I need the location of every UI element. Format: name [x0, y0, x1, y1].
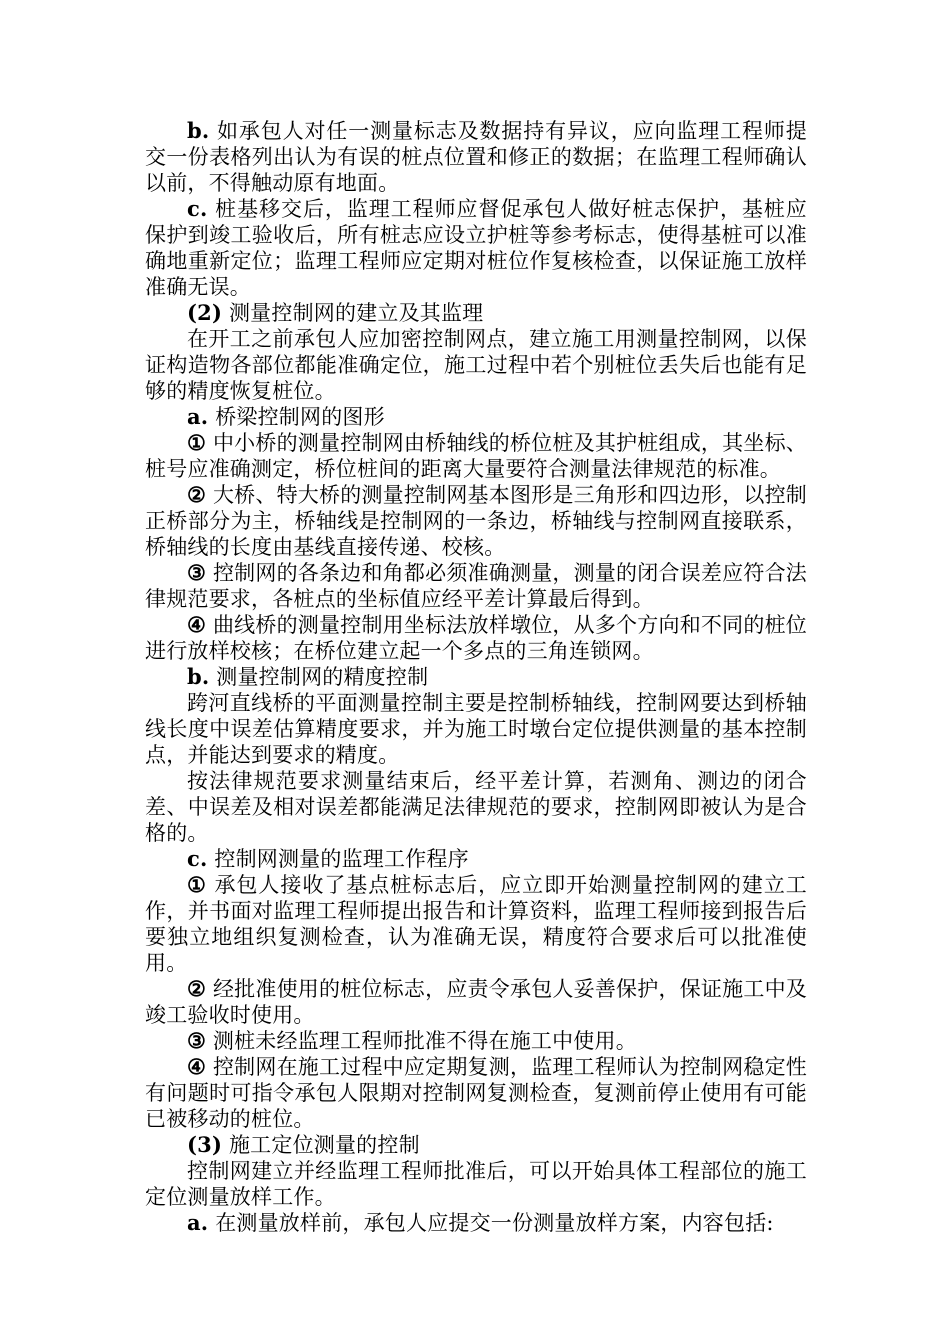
paragraph-text: 控制网测量的监理工作程序	[207, 847, 469, 871]
paragraph-text: 在测量放样前，承包人应提交一份测量放样方案，内容包括:	[208, 1211, 774, 1235]
paragraph	[145, 1054, 807, 1132]
list-marker: ③	[187, 1028, 207, 1053]
paragraph	[145, 612, 807, 664]
paragraph-text: 承包人接收了基点桩标志后，应立即开始测量控制网的建立工作，并书面对监理工程师提出报告和计算资料，监理工程师接到报告后要独立地组织复测检查，认为准确无误，精度符合要求后可以批准使用。	[145, 873, 807, 975]
paragraph	[145, 1158, 807, 1210]
paragraph	[145, 690, 807, 768]
paragraph	[145, 118, 807, 196]
list-marker: b.	[187, 664, 210, 689]
subsection-heading	[145, 664, 807, 690]
paragraph-text: 控制网建立并经监理工程师批准后，可以开始具体工程部位的施工定位测量放样工作。	[145, 1159, 807, 1209]
paragraph	[145, 768, 807, 846]
paragraph-text: 控制网在施工过程中应定期复测，监理工程师认为控制网稳定性有问题时可指令承包人限期对控制网复测检查，复测前停止使用有可能已被移动的桩位。	[145, 1055, 807, 1131]
paragraph-text: 测量控制网的精度控制	[209, 665, 429, 689]
list-marker: ①	[187, 430, 207, 455]
list-marker: c.	[187, 196, 208, 221]
paragraph-text: 测量控制网的建立及其监理	[222, 301, 484, 325]
document-page	[145, 118, 807, 1236]
subsection-heading	[145, 846, 807, 872]
paragraph	[145, 1028, 807, 1054]
list-marker: ①	[187, 872, 207, 897]
paragraph-text: 跨河直线桥的平面测量控制主要是控制桥轴线，控制网要达到桥轴线长度中误差估算精度要求，并为施工时墩台定位提供测量的基本控制点，并能达到要求的精度。	[145, 691, 807, 767]
paragraph-text: 桥梁控制网的图形	[208, 405, 385, 429]
paragraph-text: 如承包人对任一测量标志及数据持有异议，应向监理工程师提交一份表格列出认为有误的桩点位置和修正的数据；在监理工程师确认以前，不得触动原有地面。	[145, 119, 807, 195]
paragraph-text: 施工定位测量的控制	[222, 1133, 420, 1157]
list-marker: ③	[187, 560, 207, 585]
paragraph-text: 在开工之前承包人应加密控制网点，建立施工用测量控制网，以保证构造物各部位都能准确定位，施工过程中若个别桩位丢失后也能有足够的精度恢复桩位。	[145, 327, 807, 403]
paragraph-text: 桩基移交后，监理工程师应督促承包人做好桩志保护，基桩应保护到竣工验收后，所有桩志应设立护桩等参考标志，使得基桩可以准确地重新定位；监理工程师应定期对桩位作复核检查，以保证施工放样准确无误。	[145, 197, 807, 299]
paragraph	[145, 976, 807, 1028]
paragraph-text: 控制网的各条边和角都必须准确测量，测量的闭合误差应符合法律规范要求，各桩点的坐标值应经平差计算最后得到。	[145, 561, 807, 611]
list-marker: ④	[187, 1054, 207, 1079]
paragraph-text: 中小桥的测量控制网由桥轴线的桥位桩及其护桩组成，其坐标、桩号应准确测定，桥位桩间的距离大量要符合测量法律规范的标准。	[145, 431, 807, 481]
section-heading	[145, 1132, 807, 1158]
paragraph	[145, 326, 807, 404]
list-marker: c.	[187, 846, 208, 871]
list-marker: (2)	[187, 300, 223, 325]
paragraph-text: 测桩未经监理工程师批准不得在施工中使用。	[206, 1029, 637, 1053]
list-marker: (3)	[187, 1132, 223, 1157]
list-marker: b.	[187, 118, 210, 143]
paragraph-text: 曲线桥的测量控制用坐标法放样墩位，从多个方向和不同的桩位进行放样校核；在桥位建立起一个多点的三角连锁网。	[145, 613, 807, 663]
paragraph-text: 按法律规范要求测量结束后，经平差计算，若测角、测边的闭合差、中误差及相对误差都能满足法律规范的要求，控制网即被认为是合格的。	[145, 769, 807, 845]
paragraph	[145, 196, 807, 300]
paragraph	[145, 1210, 807, 1236]
list-marker: a.	[187, 404, 209, 429]
paragraph	[145, 872, 807, 976]
paragraph-text: 大桥、特大桥的测量控制网基本图形是三角形和四边形，以控制正桥部分为主，桥轴线是控制网的一条边，桥轴线与控制网直接联系，桥轴线的长度由基线直接传递、校核。	[145, 483, 807, 559]
list-marker: ②	[187, 976, 207, 1001]
paragraph-text: 经批准使用的桩位标志，应责令承包人妥善保护，保证施工中及竣工验收时使用。	[145, 977, 807, 1027]
subsection-heading	[145, 404, 807, 430]
section-heading	[145, 300, 807, 326]
paragraph	[145, 430, 807, 482]
list-marker: ④	[187, 612, 207, 637]
paragraph	[145, 482, 807, 560]
paragraph	[145, 560, 807, 612]
list-marker: ②	[187, 482, 207, 507]
list-marker: a.	[187, 1210, 209, 1235]
